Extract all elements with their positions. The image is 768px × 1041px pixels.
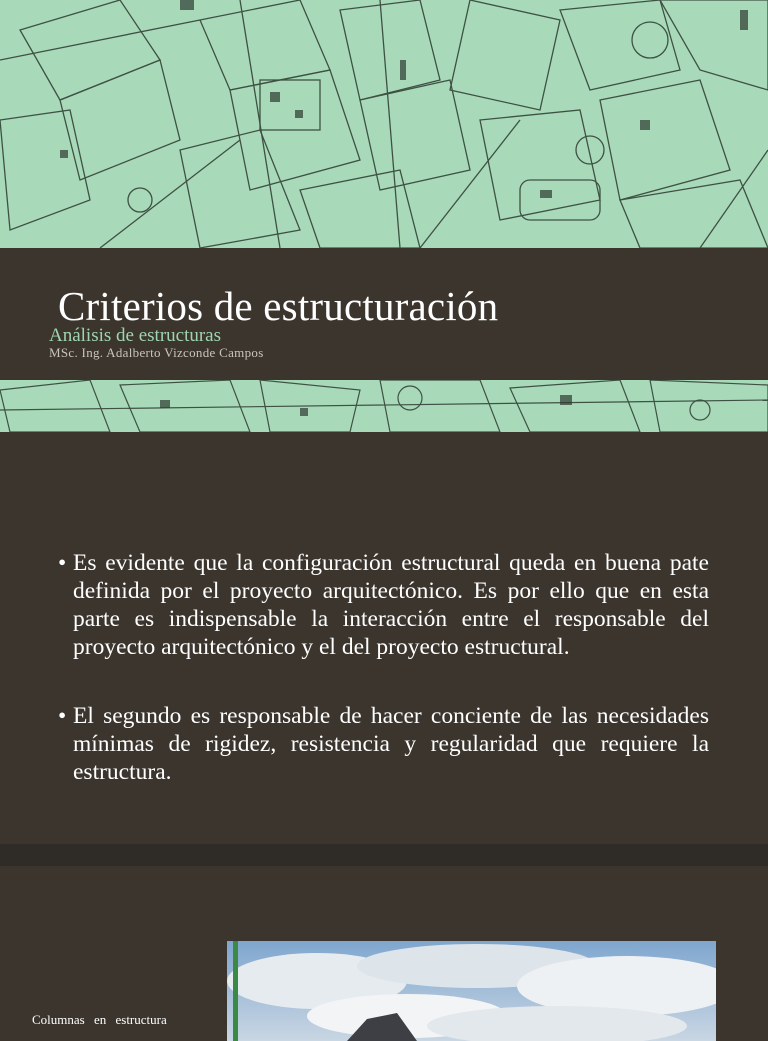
bullet-text: El segundo es responsable de hacer conciente de las necesidades mínimas de rigidez, resistencia y regularidad que requiere la estructura. [73,703,709,785]
city-illustration-bottom [0,380,768,432]
title-slide [0,0,768,432]
author-name: MSc. Ing. Adalberto Vizconde Campos [49,345,264,360]
structure-photo [227,941,716,1041]
bullet-item [58,702,709,786]
city-illustration-top [0,0,768,248]
bullet-item [58,549,709,661]
photo-slide [0,866,768,1027]
bullet-list [58,549,709,827]
bullet-icon: • [58,703,67,729]
photo-caption: Columnas en estructura [32,1012,167,1027]
slide-subtitle: Análisis de estructuras [49,325,222,346]
content-slide [0,432,768,844]
bullet-icon: • [58,550,67,576]
slide-title: Criterios de estructuración [58,283,499,329]
bullet-text: Es evidente que la configuración estructural queda en buena pate definida por el proyecto arquitectónico. Es por ello que en esta parte es indispensable la interacción entre el responsable del proyecto arquitectónico y el del proyecto estructural. [73,550,709,660]
slide-separator [0,844,768,866]
